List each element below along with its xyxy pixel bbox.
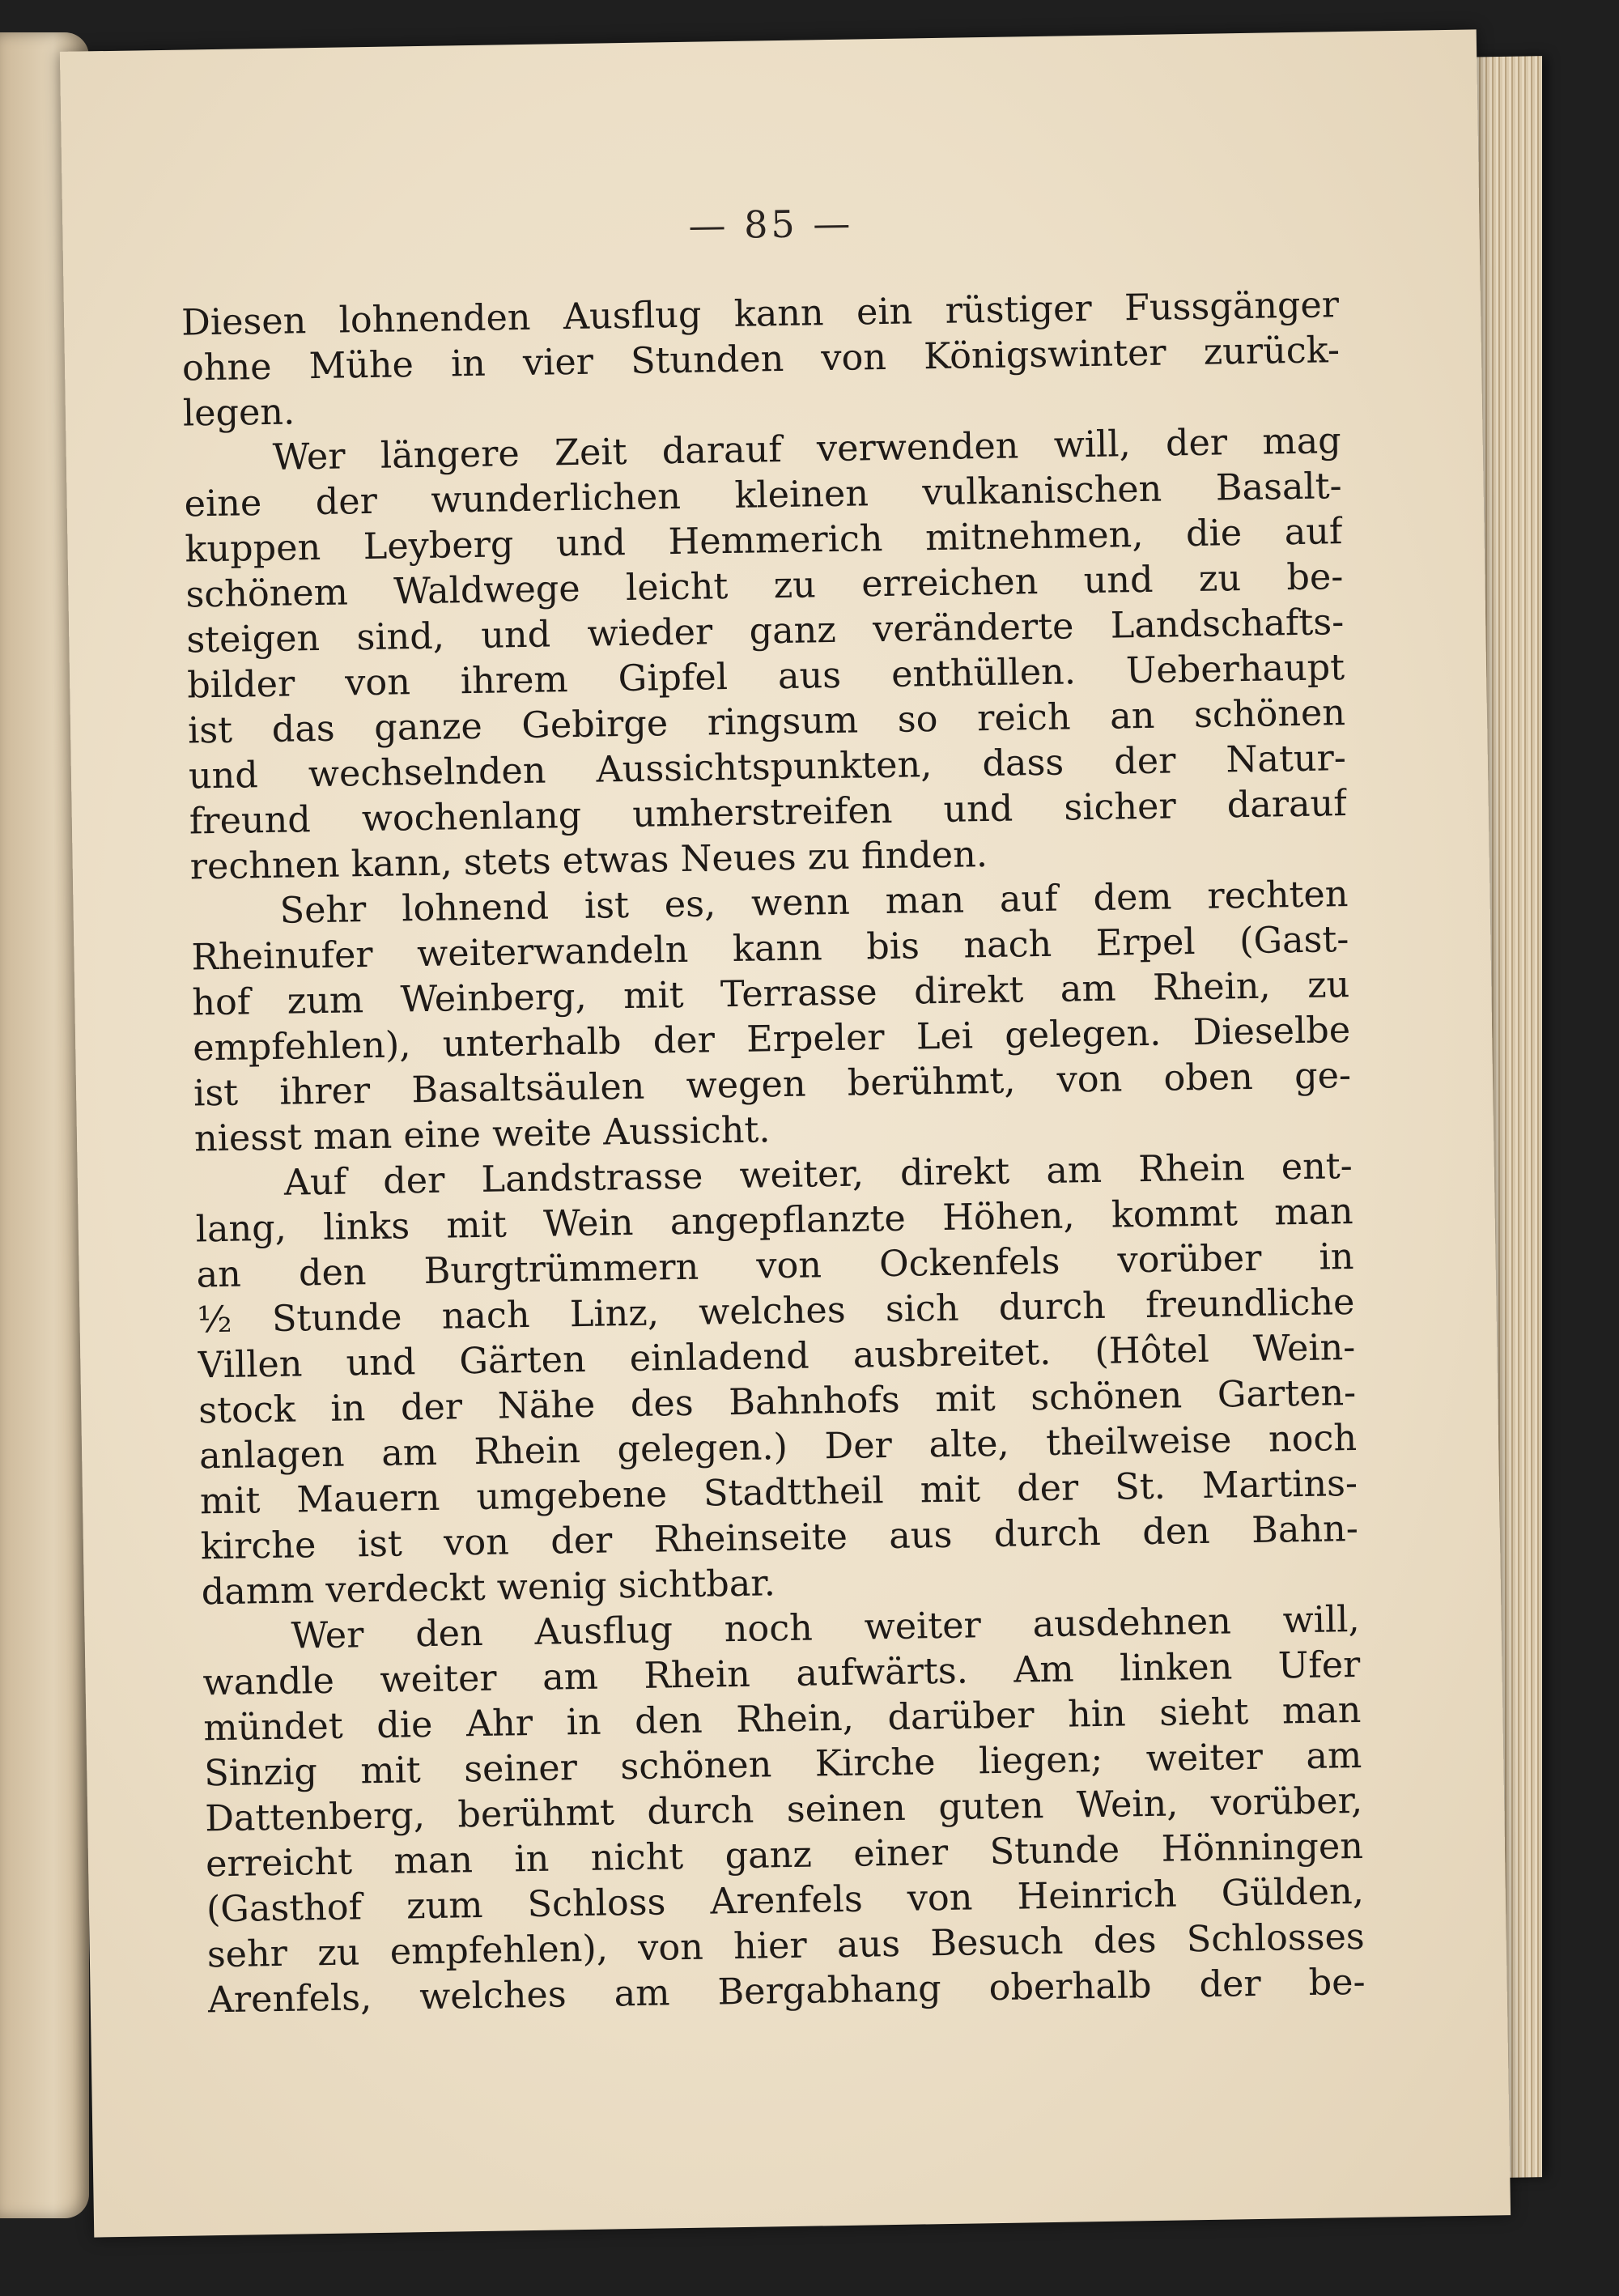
- text-line: und wechselnden Aussichtspunkten, dass der Natur-: [188, 738, 1347, 797]
- book-page: [60, 29, 1511, 2237]
- text-line: mündet die Ahr in den Rhein, darüber hin sieht man: [203, 1689, 1362, 1750]
- text-line: bilder von ihrem Gipfel aus enthüllen. Ueberhaupt: [186, 647, 1345, 707]
- page-number: — 85 —: [688, 201, 854, 248]
- text-line: niesst man eine weite Aussicht.: [193, 1109, 771, 1160]
- text-line: Sehr lohnend ist es, wenn man auf dem rechten: [279, 874, 1349, 932]
- text-line: ist das ganze Gebirge ringsum so reich an schönen: [187, 692, 1346, 752]
- text-line: an den Burgtrümmern von Ockenfels vorüber in: [196, 1235, 1354, 1296]
- text-line: Arenfels, welches am Bergabhang oberhalb der be-: [207, 1961, 1366, 2022]
- text-line: ohne Mühe in vier Stunden von Königswinter zurück-: [181, 330, 1341, 389]
- text-line: ist ihrer Basaltsäulen wegen berühmt, von oben ge-: [193, 1055, 1352, 1115]
- text-line: Dattenberg, berühmt durch seinen guten Wein, vorüber,: [204, 1779, 1363, 1840]
- body-text: [181, 283, 1366, 2023]
- text-line: rechnen kann, stets etwas Neues zu finden.: [189, 834, 988, 888]
- text-line: ½ Stunde nach Linz, welches sich durch freundliche: [197, 1281, 1355, 1341]
- text-line: damm verdeckt wenig sichtbar.: [201, 1563, 776, 1614]
- text-line: schönem Waldwege leicht zu erreichen und zu be-: [185, 556, 1344, 616]
- text-line: empfehlen), unterhalb der Erpeler Lei gelegen. Dieselbe: [192, 1010, 1351, 1069]
- text-line: kirche ist von der Rheinseite aus durch den Bahn-: [200, 1507, 1359, 1568]
- text-line: steigen sind, und wieder ganz veränderte Landschafts-: [185, 602, 1345, 661]
- text-line: lang, links mit Wein angepflanzte Höhen, kommt man: [195, 1190, 1354, 1251]
- text-line: (Gasthof zum Schloss Arenfels von Heinrich Gülden,: [206, 1870, 1365, 1931]
- text-line: Rheinufer weiterwandeln kann bis nach Erpel (Gast-: [191, 919, 1349, 979]
- text-line: erreicht man in nicht ganz einer Stunde Hönningen: [205, 1825, 1364, 1886]
- text-line: Sinzig mit seiner schönen Kirche liegen; weiter am: [203, 1734, 1362, 1795]
- text-line: legen.: [182, 391, 295, 435]
- text-line: Villen und Gärten einladend ausbreitet. (Hôtel Wein-: [198, 1326, 1356, 1387]
- text-line: Diesen lohnenden Ausflug kann ein rüstiger Fussgänger: [181, 284, 1340, 344]
- text-line: sehr zu empfehlen), von hier aus Besuch des Schlosses: [206, 1915, 1366, 1976]
- text-line: Wer den Ausflug noch weiter ausdehnen will,: [291, 1598, 1360, 1657]
- text-line: hof zum Weinberg, mit Terrasse direkt am Rhein, zu: [191, 964, 1350, 1024]
- text-line: Wer längere Zeit darauf verwenden will, der mag: [272, 420, 1342, 478]
- text-line: eine der wunderlichen kleinen vulkanischen Basalt-: [184, 466, 1342, 525]
- text-line: kuppen Leyberg und Hemmerich mitnehmen, die auf: [185, 511, 1343, 571]
- text-line: wandle weiter am Rhein aufwärts. Am linken Ufer: [202, 1643, 1361, 1704]
- text-line: Auf der Landstrasse weiter, direkt am Rhein ent-: [283, 1146, 1353, 1204]
- text-line: freund wochenlang umherstreifen und sicher darauf: [189, 783, 1348, 843]
- text-line: mit Mauern umgebene Stadttheil mit der St. Martins-: [199, 1462, 1358, 1523]
- text-line: stock in der Nähe des Bahnhofs mit schönen Garten-: [198, 1371, 1357, 1432]
- text-line: anlagen am Rhein gelegen.) Der alte, theilweise noch: [198, 1417, 1358, 1478]
